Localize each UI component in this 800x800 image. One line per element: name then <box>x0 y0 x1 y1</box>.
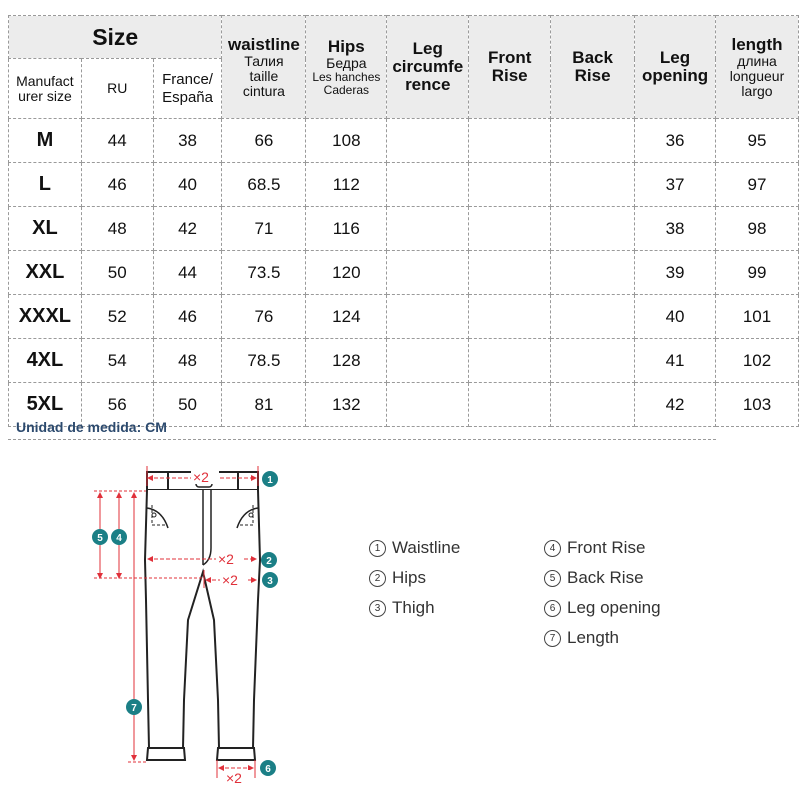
front-rise-header <box>469 16 551 119</box>
hips-cell: 120 <box>306 251 387 295</box>
times-two-thigh: ×2 <box>222 572 238 588</box>
leg-circumference-cell <box>387 207 469 251</box>
leg-circ-l1: Leg <box>412 39 443 58</box>
size-cell: L <box>9 163 82 207</box>
waistline-cell: 76 <box>222 295 306 339</box>
ru-cell: 46 <box>81 163 153 207</box>
marker-5-label: 5 <box>97 533 103 544</box>
back-rise-cell <box>551 383 635 427</box>
france-cell: 50 <box>153 383 222 427</box>
front-rise-cell <box>469 119 551 163</box>
back-rise-cell <box>551 207 635 251</box>
length-cell: 99 <box>716 251 799 295</box>
times-two-opening: ×2 <box>226 770 242 786</box>
leg-opening-cell: 38 <box>635 207 716 251</box>
hips-ru: Бедра <box>326 54 367 71</box>
back-rise-l1: Back <box>572 48 613 67</box>
legend-item-hips <box>369 568 426 588</box>
length-cell: 103 <box>716 383 799 427</box>
marker-6-label: 6 <box>265 764 271 775</box>
back-rise-l2: Rise <box>574 66 611 85</box>
waistline-cell: 68.5 <box>222 163 306 207</box>
legend-label: Back Rise <box>567 568 644 587</box>
legend-number: 1 <box>369 540 386 557</box>
france-espana-header <box>153 59 222 119</box>
front-rise-cell <box>469 295 551 339</box>
waistline-cell: 66 <box>222 119 306 163</box>
ru-cell: 56 <box>81 383 153 427</box>
legend-label: Length <box>567 628 619 647</box>
waistline-cell: 71 <box>222 207 306 251</box>
legend-number: 3 <box>369 600 386 617</box>
legend-item-front-rise <box>544 538 645 558</box>
back-rise-cell <box>551 339 635 383</box>
pants-diagram <box>80 460 300 790</box>
waistline-ru: Талия <box>244 52 284 69</box>
length-es: largo <box>741 82 773 99</box>
table-row <box>9 163 799 207</box>
front-rise-cell <box>469 339 551 383</box>
waistline-fr: taille <box>249 67 279 84</box>
hips-cell: 116 <box>306 207 387 251</box>
leg-opening-cell: 41 <box>635 339 716 383</box>
manufacturer-l1: Manufact <box>16 72 74 89</box>
waistline-header <box>222 16 306 119</box>
legend-item-back-rise <box>544 568 644 588</box>
marker-7-label: 7 <box>131 703 137 714</box>
unit-note: Unidad de medida: CM <box>16 419 167 435</box>
leg-circumference-cell <box>387 163 469 207</box>
legend-number: 5 <box>544 570 561 587</box>
leg-circumference-header <box>387 16 469 119</box>
front-rise-cell <box>469 251 551 295</box>
waistline-title: waistline <box>228 34 300 54</box>
front-rise-l1: Front <box>487 48 532 67</box>
ru-cell: 44 <box>81 119 153 163</box>
legend-number: 4 <box>544 540 561 557</box>
length-cell: 97 <box>716 163 799 207</box>
legend-item-length <box>544 628 619 648</box>
front-rise-cell <box>469 383 551 427</box>
ru-header <box>81 59 153 119</box>
marker-3-label: 3 <box>267 576 273 587</box>
ru-cell: 48 <box>81 207 153 251</box>
legend-item-thigh <box>369 598 435 618</box>
pants-outline <box>145 472 260 760</box>
length-cell: 95 <box>716 119 799 163</box>
size-cell: XL <box>9 207 82 251</box>
marker-4-label: 4 <box>116 533 122 544</box>
hips-cell: 108 <box>306 119 387 163</box>
size-header-label: Size <box>92 23 139 50</box>
waistline-es: cintura <box>242 82 285 99</box>
france-cell: 42 <box>153 207 222 251</box>
size-cell: XXXL <box>9 295 82 339</box>
table-row <box>9 207 799 251</box>
legend-number: 6 <box>544 600 561 617</box>
back-rise-cell <box>551 119 635 163</box>
times-two-hips: ×2 <box>218 551 234 567</box>
hips-fr: Les hanches <box>312 69 381 84</box>
table-row <box>9 295 799 339</box>
legend-number: 2 <box>369 570 386 587</box>
length-fr: longueur <box>729 67 785 84</box>
marker-2-label: 2 <box>266 556 272 567</box>
size-cell: M <box>9 119 82 163</box>
hips-es: Caderas <box>323 82 370 97</box>
divider <box>8 439 716 440</box>
manufacturer-size-header <box>9 59 82 119</box>
back-rise-cell <box>551 295 635 339</box>
legend-number: 7 <box>544 630 561 647</box>
manufacturer-l2: urer size <box>18 87 72 104</box>
leg-opening-cell: 39 <box>635 251 716 295</box>
legend-label: Front Rise <box>567 538 646 557</box>
ru-cell: 50 <box>81 251 153 295</box>
ru-cell: 52 <box>81 295 153 339</box>
back-rise-header <box>551 16 635 119</box>
leg-circumference-cell <box>387 251 469 295</box>
france-cell: 38 <box>153 119 222 163</box>
leg-opening-cell: 37 <box>635 163 716 207</box>
size-chart-table <box>8 15 799 427</box>
size-cell: XXL <box>9 251 82 295</box>
length-cell: 98 <box>716 207 799 251</box>
leg-circ-l3: rence <box>405 75 451 94</box>
front-rise-cell <box>469 163 551 207</box>
france-cell: 46 <box>153 295 222 339</box>
table-row <box>9 119 799 163</box>
waistline-cell: 73.5 <box>222 251 306 295</box>
ru-cell: 54 <box>81 339 153 383</box>
waistline-cell: 81 <box>222 383 306 427</box>
length-title: length <box>731 34 783 54</box>
legend-item-waistline <box>369 538 460 558</box>
front-rise-l2: Rise <box>491 66 528 85</box>
leg-opening-cell: 36 <box>635 119 716 163</box>
leg-circumference-cell <box>387 119 469 163</box>
leg-opening-cell: 42 <box>635 383 716 427</box>
length-cell: 101 <box>716 295 799 339</box>
front-rise-cell <box>469 207 551 251</box>
legend-label: Leg opening <box>567 598 661 617</box>
leg-circumference-cell <box>387 295 469 339</box>
leg-opening-header <box>635 16 716 119</box>
hips-cell: 132 <box>306 383 387 427</box>
leg-opening-l1: Leg <box>659 48 691 67</box>
legend-label: Hips <box>392 568 427 587</box>
legend-item-leg-opening <box>544 598 661 618</box>
back-rise-cell <box>551 251 635 295</box>
legend-label: Thigh <box>392 598 435 617</box>
hips-cell: 112 <box>306 163 387 207</box>
leg-opening-l2: opening <box>641 66 709 85</box>
waistline-cell: 78.5 <box>222 339 306 383</box>
france-cell: 44 <box>153 251 222 295</box>
marker-1-label: 1 <box>267 475 273 486</box>
size-header <box>9 16 222 59</box>
leg-opening-cell: 40 <box>635 295 716 339</box>
leg-circ-l2: circumfe <box>392 57 464 76</box>
legend-label: Waistline <box>392 538 461 557</box>
table-row <box>9 339 799 383</box>
length-ru: длина <box>737 52 777 69</box>
hips-header <box>306 16 387 119</box>
times-two-waist: ×2 <box>193 469 209 485</box>
length-cell: 102 <box>716 339 799 383</box>
size-cell: 5XL <box>9 383 82 427</box>
leg-circumference-cell <box>387 383 469 427</box>
size-cell: 4XL <box>9 339 82 383</box>
back-rise-cell <box>551 163 635 207</box>
france-l1: France/ <box>162 70 213 88</box>
hips-title: Hips <box>327 36 365 56</box>
france-cell: 48 <box>153 339 222 383</box>
length-header <box>716 16 799 119</box>
hips-cell: 124 <box>306 295 387 339</box>
leg-circumference-cell <box>387 339 469 383</box>
hips-cell: 128 <box>306 339 387 383</box>
ru-label: RU <box>107 79 128 96</box>
france-l2: España <box>162 88 213 106</box>
table-row <box>9 251 799 295</box>
france-cell: 40 <box>153 163 222 207</box>
